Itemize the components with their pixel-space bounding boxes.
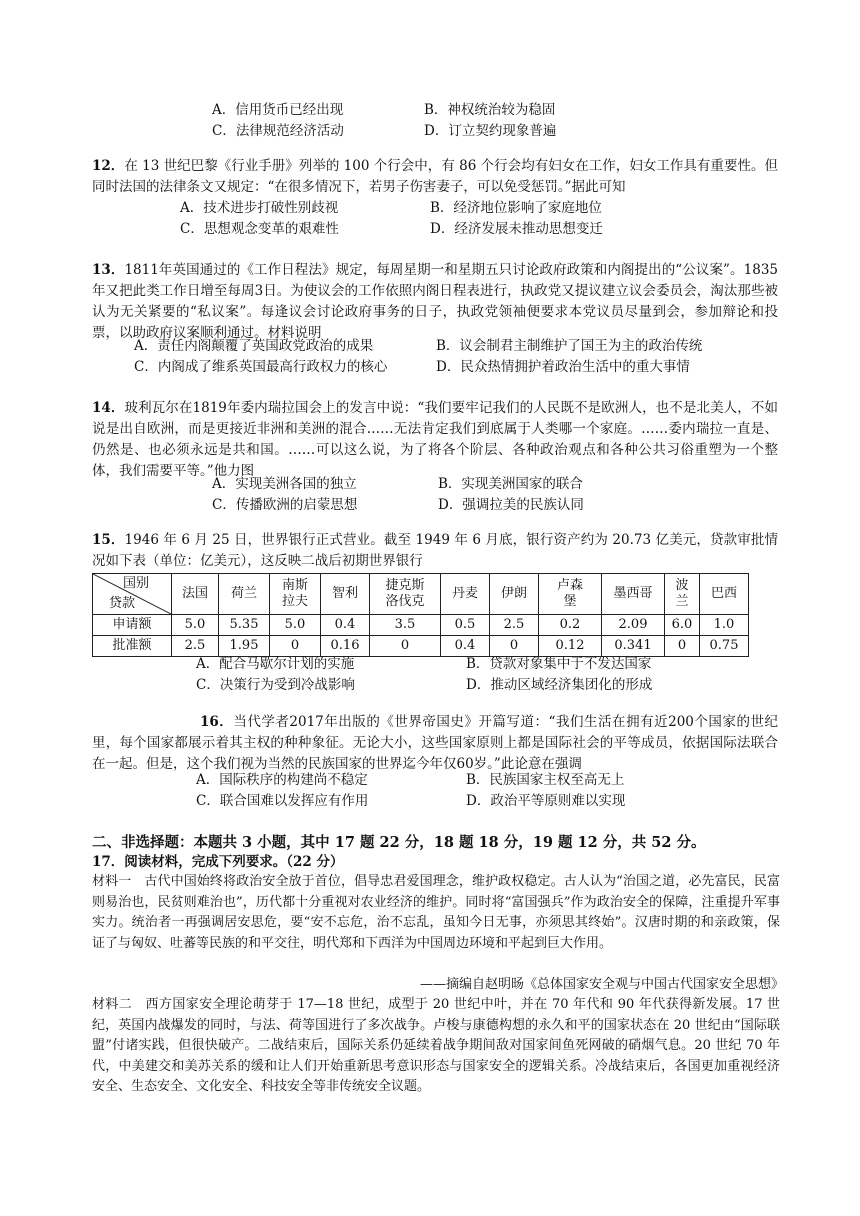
table-cell: 2.09 bbox=[602, 615, 665, 636]
country-header bbox=[602, 574, 665, 615]
row-label: 批准额 bbox=[93, 636, 172, 657]
q12-stem: 在 13 世纪巴黎《行业手册》列举的 100 个行会中，有 86 个行会均有妇女在工作，妇女工作具有重要性。但同时法国的法律条文又规定：“在很多情况下，若男子伤害妻子，可以免受惩罚。”据此可知 bbox=[92, 158, 778, 195]
loan-table bbox=[92, 573, 749, 657]
question-15 bbox=[92, 530, 778, 572]
table-cell: 0.16 bbox=[321, 636, 370, 657]
question-14 bbox=[92, 398, 778, 482]
table-cell: 2.5 bbox=[172, 636, 219, 657]
q13-option-d[interactable]: D．民众热情拥护着政治生活中的重大事情 bbox=[436, 359, 690, 375]
country-name: 智利 bbox=[331, 586, 358, 601]
q13-option-c[interactable]: C．内阁成了维系英国最高行政权力的核心 bbox=[134, 359, 388, 375]
q14-option-d[interactable]: D．强调拉美的民族认同 bbox=[438, 497, 584, 513]
country-header bbox=[370, 574, 441, 615]
q16-option-d[interactable]: D．政治平等原则难以实现 bbox=[466, 793, 626, 809]
q16-stem: 当代学者2017年出版的《世界帝国史》开篇写道：“我们生活在拥有近200个国家的世纪里，每个国家都展示着其主权的种种象征。无论大小，这些国家原则上都是国际社会的平等成员，依据国际法联合在一起。但是，这个我们视为当然的民族国家的世界迄今年仅60岁。”此论意在强调 bbox=[92, 714, 778, 772]
section-2-title: 二、非选择题：本题共 3 小题，其中 17 题 22 分，18 题 18 分，19 题 12 分，共 52 分。 bbox=[92, 834, 706, 851]
country-header bbox=[700, 574, 749, 615]
loan-table-header bbox=[93, 574, 749, 615]
q12-number: 12． bbox=[92, 158, 125, 174]
q12-option-b[interactable]: B．经济地位影响了家庭地位 bbox=[430, 200, 602, 216]
country-name: 伊朗 bbox=[500, 586, 527, 601]
country-name: 巴西 bbox=[710, 586, 737, 601]
table-cell: 0.2 bbox=[539, 615, 602, 636]
table-cell: 1.95 bbox=[219, 636, 270, 657]
q15-number: 15． bbox=[92, 532, 125, 548]
table-cell: 0 bbox=[370, 636, 441, 657]
table-cell: 0.75 bbox=[700, 636, 749, 657]
country-header bbox=[539, 574, 602, 615]
country-name: 卢森 堡 bbox=[556, 578, 583, 609]
country-header bbox=[172, 574, 219, 615]
q17-material-1: 材料一 古代中国始终将政治安全放于首位，倡导忠君爱国理念，维护政权稳定。古人认为“治国之道，必先富民，民富则易治也，民贫则难治也”，历代都十分重视对农业经济的维护。同时将“富国强兵”作为政治安全的保障，注重提升军事实力。统治者一再强调居安思危，要“安不忘危，治不忘乱，虽知今日无事，亦须思其终始”。汉唐时期的和亲政策，保证了与匈奴、吐蕃等民族的和平交往，明代郑和下西洋为中国周边环境和平起到巨大作用。 bbox=[92, 874, 780, 951]
country-name: 捷克斯 洛伐克 bbox=[385, 578, 425, 609]
table-cell: 0.4 bbox=[321, 615, 370, 636]
q11-option-c[interactable]: C．法律规范经济活动 bbox=[212, 123, 344, 139]
q14-stem: 玻利瓦尔在1819年委内瑞拉国会上的发言中说：“我们要牢记我们的人民既不是欧洲人，也不是北美人，不如说是出自欧洲，而是更接近非洲和美洲的混合……无法肯定我们到底属于人类哪一个家庭。……委内瑞拉一直是、仍然是、也必须永远是共和国。……可以这么说，为了将各个阶层、各种政治观点和各种公共习俗重塑为一个整体，我们需要平等。”他力图 bbox=[92, 400, 778, 479]
q13-option-b[interactable]: B．议会制君主制维护了国王为主的政治传统 bbox=[436, 338, 703, 354]
country-name: 丹麦 bbox=[451, 586, 478, 601]
q12-option-d[interactable]: D．经济发展未推动思想变迁 bbox=[430, 221, 603, 237]
q14-number: 14． bbox=[92, 400, 125, 416]
table-cell: 3.5 bbox=[370, 615, 441, 636]
loan-table-corner bbox=[93, 574, 172, 615]
question-13 bbox=[92, 260, 778, 344]
country-header bbox=[665, 574, 700, 615]
question-12 bbox=[92, 156, 778, 198]
q16-options bbox=[196, 770, 776, 812]
q11-option-a[interactable]: A．信用货币已经出现 bbox=[212, 102, 344, 118]
q11-option-d[interactable]: D．订立契约现象普遍 bbox=[424, 123, 557, 139]
q13-stem: 1811年英国通过的《工作日程法》规定，每周星期一和星期五只讨论政府政策和内阁提出的“公议案”。1835年又把此类工作日增至每周3日。为使议会的工作依照内阁日程表进行，执政党又提议建立议会委员会，淘汰那些被认为无关紧要的“私议案”。每逢议会讨论政府事务的日子，执政党领袖便要求本党议员尽量到会，参加辩论和投票，以助政府议案顺利通过。材料说明 bbox=[92, 262, 778, 341]
table-cell: 6.0 bbox=[665, 615, 700, 636]
q12-option-a[interactable]: A．技术进步打破性别歧视 bbox=[180, 200, 339, 216]
q15-option-c[interactable]: C．决策行为受到冷战影响 bbox=[196, 677, 355, 693]
table-cell: 0 bbox=[665, 636, 700, 657]
corner-label-loan: 贷款 bbox=[109, 596, 136, 611]
q13-option-a[interactable]: A．责任内阁颠覆了英国政党政治的成果 bbox=[134, 338, 374, 354]
q16-number: 16． bbox=[200, 714, 234, 730]
q13-options bbox=[134, 336, 774, 378]
q13-number: 13． bbox=[92, 262, 125, 278]
table-row bbox=[93, 615, 749, 636]
country-header bbox=[321, 574, 370, 615]
table-cell: 0 bbox=[490, 636, 539, 657]
table-cell: 5.35 bbox=[219, 615, 270, 636]
q17-material-2: 材料二 西方国家安全理论萌芽于 17—18 世纪，成型于 20 世纪中叶，并在 70 年代和 90 年代获得新发展。17 世纪，英国内战爆发的同时，与法、荷等国进行了多次战争。卢梭与康德构想的永久和平的国家状态在 20 世纪由“国际联盟”付诸实践，但很快破产。二战结束后，国际关系仍延续着战争期间敌对国家间鱼死网破的硝烟气息。20 世纪 70 年代，中美建交和美苏关系的缓和让人们开始重新思考意识形态与国家安全的逻辑关系。冷战结束后，各国更加重视经济安全、生态安全、文化安全、科技安全等非传统安全议题。 bbox=[92, 997, 780, 1094]
country-name: 法国 bbox=[181, 586, 208, 601]
q16-option-c[interactable]: C．联合国难以发挥应有作用 bbox=[196, 793, 369, 809]
country-name: 波 兰 bbox=[675, 578, 689, 609]
q15-option-d[interactable]: D．推动区域经济集团化的形成 bbox=[466, 677, 653, 693]
q17-title: 17．阅读材料，完成下列要求。（22 分） bbox=[92, 854, 344, 870]
q11-options bbox=[212, 100, 772, 142]
table-cell: 2.5 bbox=[490, 615, 539, 636]
question-16 bbox=[92, 712, 778, 775]
q11-option-b[interactable]: B．神权统治较为稳固 bbox=[424, 102, 556, 118]
q15-option-b[interactable]: B．贷款对象集中于不发达国家 bbox=[466, 656, 652, 672]
country-name: 荷兰 bbox=[230, 586, 257, 601]
country-header bbox=[270, 574, 321, 615]
table-cell: 0.12 bbox=[539, 636, 602, 657]
table-cell: 5.0 bbox=[270, 615, 321, 636]
q16-option-a[interactable]: A．国际秩序的构建尚不稳定 bbox=[196, 772, 368, 788]
q12-option-c[interactable]: C．思想观念变革的艰难性 bbox=[180, 221, 339, 237]
table-cell: 0 bbox=[270, 636, 321, 657]
country-header bbox=[490, 574, 539, 615]
table-cell: 0.341 bbox=[602, 636, 665, 657]
table-cell: 0.4 bbox=[441, 636, 490, 657]
country-name: 墨西哥 bbox=[613, 586, 653, 601]
q14-options bbox=[212, 474, 772, 516]
table-cell: 0.5 bbox=[441, 615, 490, 636]
country-name: 南斯 拉夫 bbox=[281, 578, 308, 609]
country-header bbox=[441, 574, 490, 615]
q15-options bbox=[196, 654, 776, 696]
q15-stem: 1946 年 6 月 25 日，世界银行正式营业。截至 1949 年 6 月底，银行资产约为 20.73 亿美元，贷款审批情况如下表（单位：亿美元），这反映二战后初期世界银行 bbox=[92, 532, 778, 569]
q16-option-b[interactable]: B．民族国家主权至高无上 bbox=[466, 772, 625, 788]
q12-options bbox=[180, 198, 770, 240]
q14-option-b[interactable]: B．实现美洲国家的联合 bbox=[438, 476, 583, 492]
corner-label-country: 国别 bbox=[122, 576, 149, 591]
table-cell: 1.0 bbox=[700, 615, 749, 636]
q14-option-a[interactable]: A．实现美洲各国的独立 bbox=[212, 476, 357, 492]
q14-option-c[interactable]: C．传播欧洲的启蒙思想 bbox=[212, 497, 358, 513]
q15-option-a[interactable]: A．配合马歇尔计划的实施 bbox=[196, 656, 355, 672]
table-cell: 5.0 bbox=[172, 615, 219, 636]
country-header bbox=[219, 574, 270, 615]
q17-source-1: ——摘编自赵明旸《总体国家安全观与中国古代国家安全思想》 bbox=[420, 977, 785, 992]
row-label: 申请额 bbox=[93, 615, 172, 636]
